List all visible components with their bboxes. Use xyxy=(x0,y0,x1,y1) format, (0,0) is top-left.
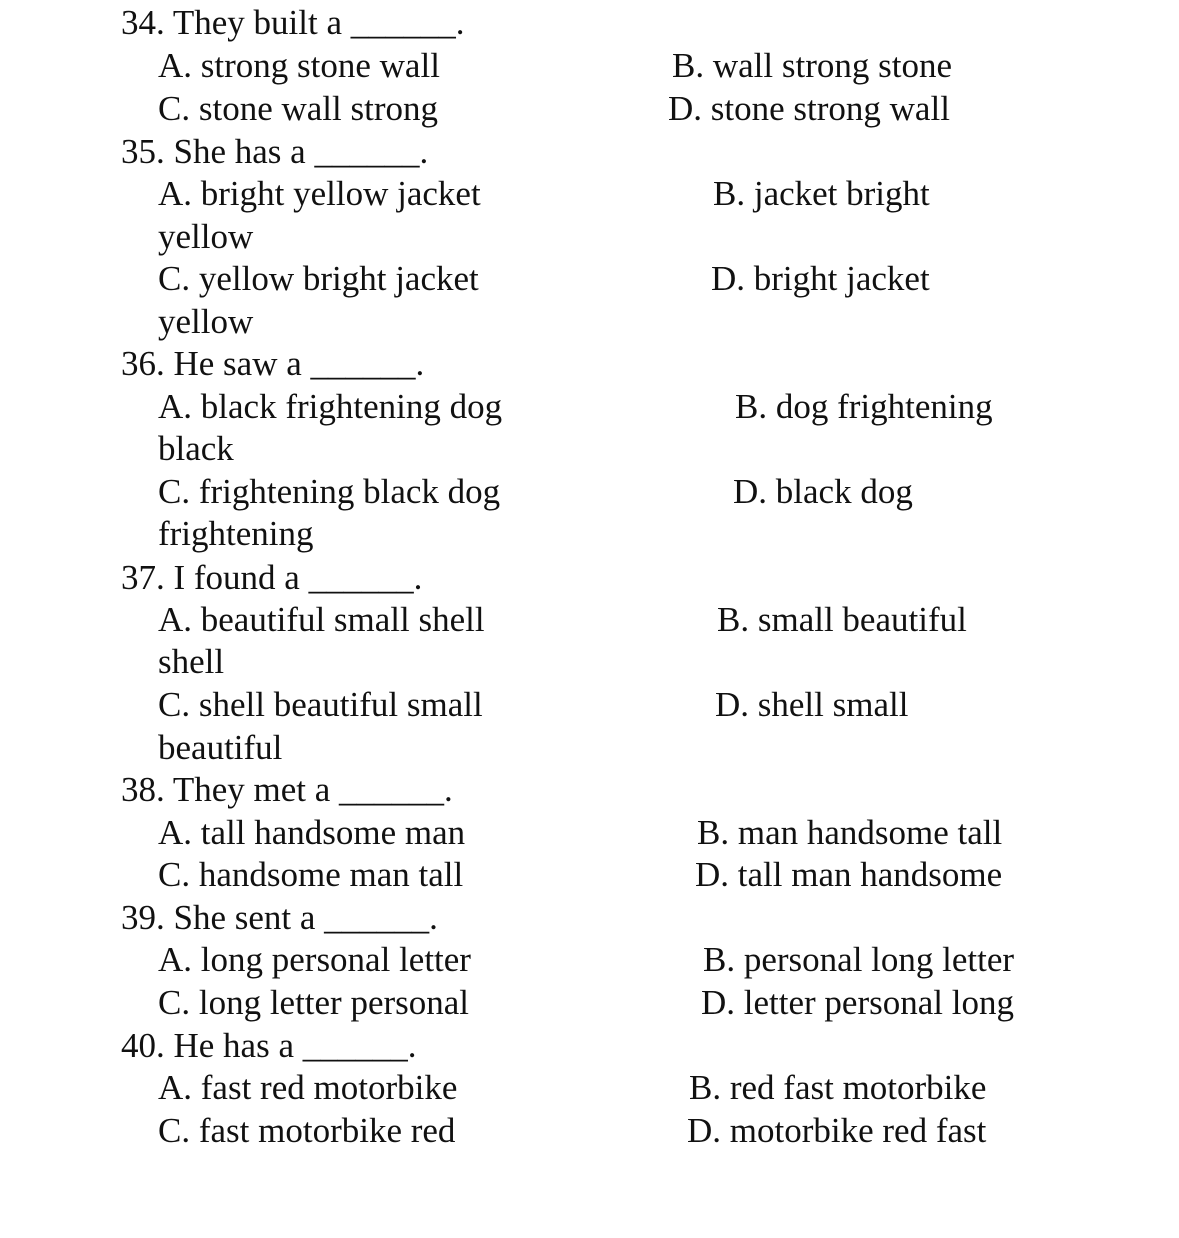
question-40-option-b: B. red fast motorbike xyxy=(689,1068,987,1107)
question-35-option-b: B. jacket bright xyxy=(713,174,930,213)
question-36-option-d-wrap: frightening xyxy=(158,514,314,553)
question-39-option-a: A. long personal letter xyxy=(158,940,471,979)
question-35-option-b-wrap: yellow xyxy=(158,217,254,256)
question-34-option-d: D. stone strong wall xyxy=(668,89,950,128)
question-39-option-d: D. letter personal long xyxy=(701,983,1014,1022)
question-40-option-d: D. motorbike red fast xyxy=(687,1111,987,1150)
question-38-option-b: B. man handsome tall xyxy=(697,813,1003,852)
question-34-stem: 34. They built a ______. xyxy=(121,3,465,42)
question-35-option-c: C. yellow bright jacket xyxy=(158,259,479,298)
question-38-option-d: D. tall man handsome xyxy=(695,855,1003,894)
question-36-option-a: A. black frightening dog xyxy=(158,387,503,426)
question-36-option-c: C. frightening black dog xyxy=(158,472,501,511)
question-34-option-a: A. strong stone wall xyxy=(158,46,440,85)
question-34-option-c: C. stone wall strong xyxy=(158,89,438,128)
question-36-stem: 36. He saw a ______. xyxy=(121,344,425,383)
question-38-stem: 38. They met a ______. xyxy=(121,770,453,809)
question-37-option-c: C. shell beautiful small xyxy=(158,685,483,724)
question-36-option-b: B. dog frightening xyxy=(735,387,993,426)
question-40-option-c: C. fast motorbike red xyxy=(158,1111,456,1150)
question-35-option-a: A. bright yellow jacket xyxy=(158,174,481,213)
question-40-stem: 40. He has a ______. xyxy=(121,1026,417,1065)
question-35-option-d: D. bright jacket xyxy=(711,259,930,298)
question-35-stem: 35. She has a ______. xyxy=(121,132,429,171)
question-35-option-d-wrap: yellow xyxy=(158,302,254,341)
question-39-stem: 39. She sent a ______. xyxy=(121,898,438,937)
question-34-option-b: B. wall strong stone xyxy=(672,46,952,85)
question-37-option-a: A. beautiful small shell xyxy=(158,600,485,639)
question-37-option-d: D. shell small xyxy=(715,685,909,724)
question-36-option-b-wrap: black xyxy=(158,429,234,468)
question-39-option-b: B. personal long letter xyxy=(703,940,1015,979)
question-36-option-d: D. black dog xyxy=(733,472,913,511)
question-37-option-d-wrap: beautiful xyxy=(158,728,283,767)
question-37-stem: 37. I found a ______. xyxy=(121,558,423,597)
question-38-option-c: C. handsome man tall xyxy=(158,855,464,894)
question-38-option-a: A. tall handsome man xyxy=(158,813,466,852)
question-37-option-b: B. small beautiful xyxy=(717,600,967,639)
question-40-option-a: A. fast red motorbike xyxy=(158,1068,458,1107)
question-39-option-c: C. long letter personal xyxy=(158,983,470,1022)
question-37-option-b-wrap: shell xyxy=(158,642,225,681)
